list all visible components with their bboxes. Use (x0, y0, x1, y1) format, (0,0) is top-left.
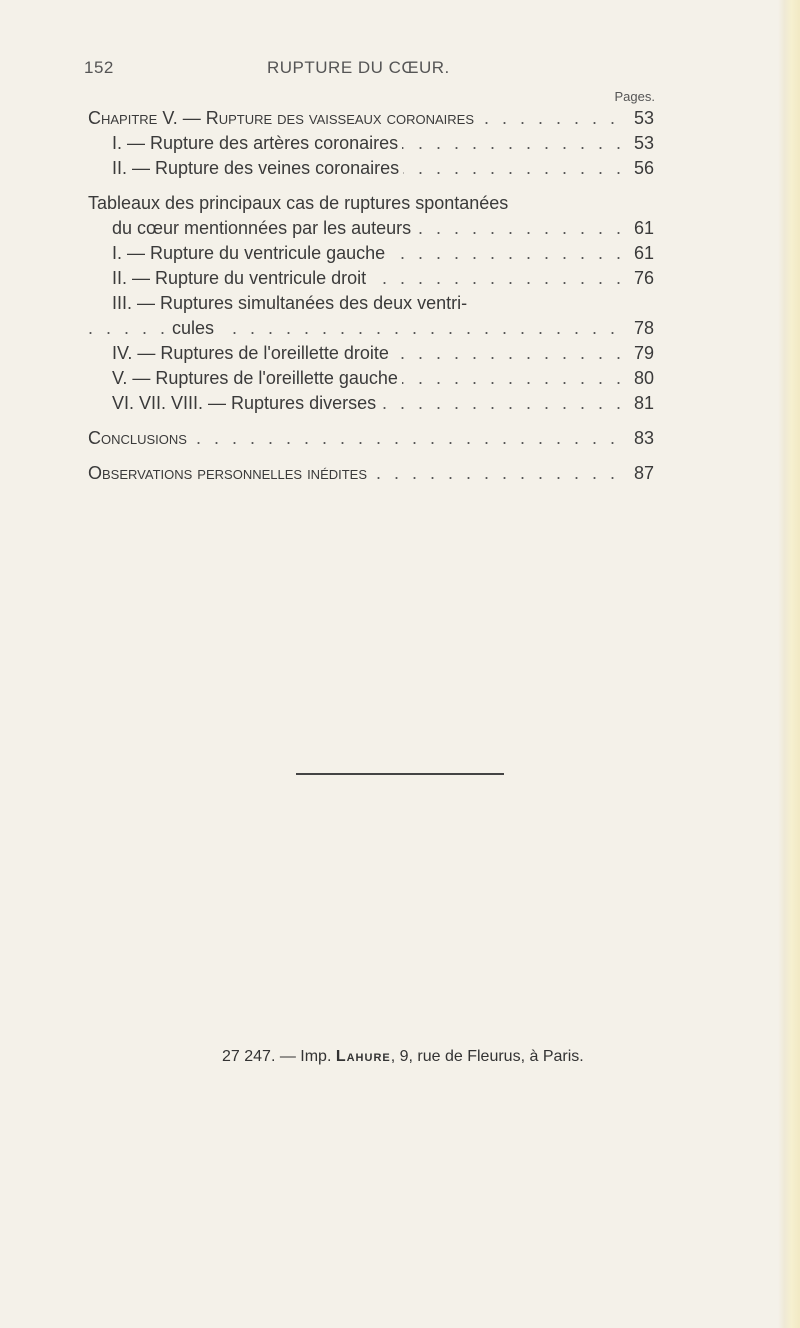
imprint-number: 27 247. (222, 1048, 276, 1065)
printer-imprint (222, 1048, 584, 1066)
toc-entry-label: Observations personnelles inédites (88, 463, 371, 483)
toc-entry-observations (88, 461, 654, 486)
toc-entry-ventricule-gauche (88, 241, 654, 266)
table-of-contents (88, 106, 654, 486)
toc-entry-label: III. — Ruptures simultanées des deux ventri- (112, 293, 471, 313)
toc-entry-page: 53 (622, 106, 654, 131)
imprint-text-before: — Imp. (275, 1048, 336, 1065)
toc-entry-page: 78 (622, 316, 654, 341)
separator-rule (296, 773, 504, 775)
toc-entry-oreillette-droite (88, 341, 654, 366)
running-title: RUPTURE DU CŒUR. (267, 58, 450, 77)
dot-leader (88, 316, 620, 341)
toc-entry-page: 79 (622, 341, 654, 366)
toc-entry-label: V. — Ruptures de l'oreillette gauche (112, 368, 402, 388)
toc-entry-label: I. — Rupture du ventricule gauche (112, 243, 389, 263)
toc-entry-page: 81 (622, 391, 654, 416)
toc-entry-chapitre-v (88, 106, 654, 131)
toc-entry-page: 80 (622, 366, 654, 391)
toc-entry-label: Chapitre V. — Rupture des vaisseaux coronaires (88, 108, 478, 128)
toc-entry-label: Tableaux des principaux cas de ruptures spontanées (88, 193, 512, 213)
imprint-text-after: , 9, rue de Fleurus, à Paris. (390, 1048, 584, 1065)
toc-entry-tableaux-cont (88, 216, 654, 241)
toc-entry-page: 61 (622, 216, 654, 241)
toc-entry-conclusions (88, 426, 654, 451)
toc-entry-label: Conclusions (88, 428, 191, 448)
toc-entry-diverses (88, 391, 654, 416)
toc-entry-simultanees (88, 291, 654, 316)
toc-entry-arteres (88, 131, 654, 156)
pages-column-label: Pages. (614, 89, 655, 104)
page-edge (778, 0, 800, 1328)
toc-entry-page: 53 (622, 131, 654, 156)
imprint-printer: Lahure (335, 1048, 391, 1065)
toc-entry-label: II. — Rupture des veines coronaires (112, 158, 403, 178)
toc-entry-page: 76 (622, 266, 654, 291)
page-number: 152 (84, 58, 114, 77)
toc-entry-page: 87 (622, 461, 654, 486)
running-head (84, 58, 654, 82)
toc-entry-oreillette-gauche (88, 366, 654, 391)
toc-entry-simultanees-cont (88, 316, 654, 341)
toc-entry-ventricule-droit (88, 266, 654, 291)
toc-entry-tableaux (88, 191, 654, 216)
toc-entry-label: I. — Rupture des artères coronaires (112, 133, 402, 153)
toc-entry-page: 61 (622, 241, 654, 266)
toc-entry-label: du cœur mentionnées par les auteurs (112, 218, 415, 238)
toc-entry-label: cules (172, 318, 218, 338)
toc-entry-page: 83 (622, 426, 654, 451)
toc-entry-label: IV. — Ruptures de l'oreillette droite (112, 343, 393, 363)
toc-entry-veines (88, 156, 654, 181)
toc-entry-page: 56 (622, 156, 654, 181)
toc-entry-label: II. — Rupture du ventricule droit (112, 268, 370, 288)
toc-entry-label: VI. VII. VIII. — Ruptures diverses (112, 393, 380, 413)
